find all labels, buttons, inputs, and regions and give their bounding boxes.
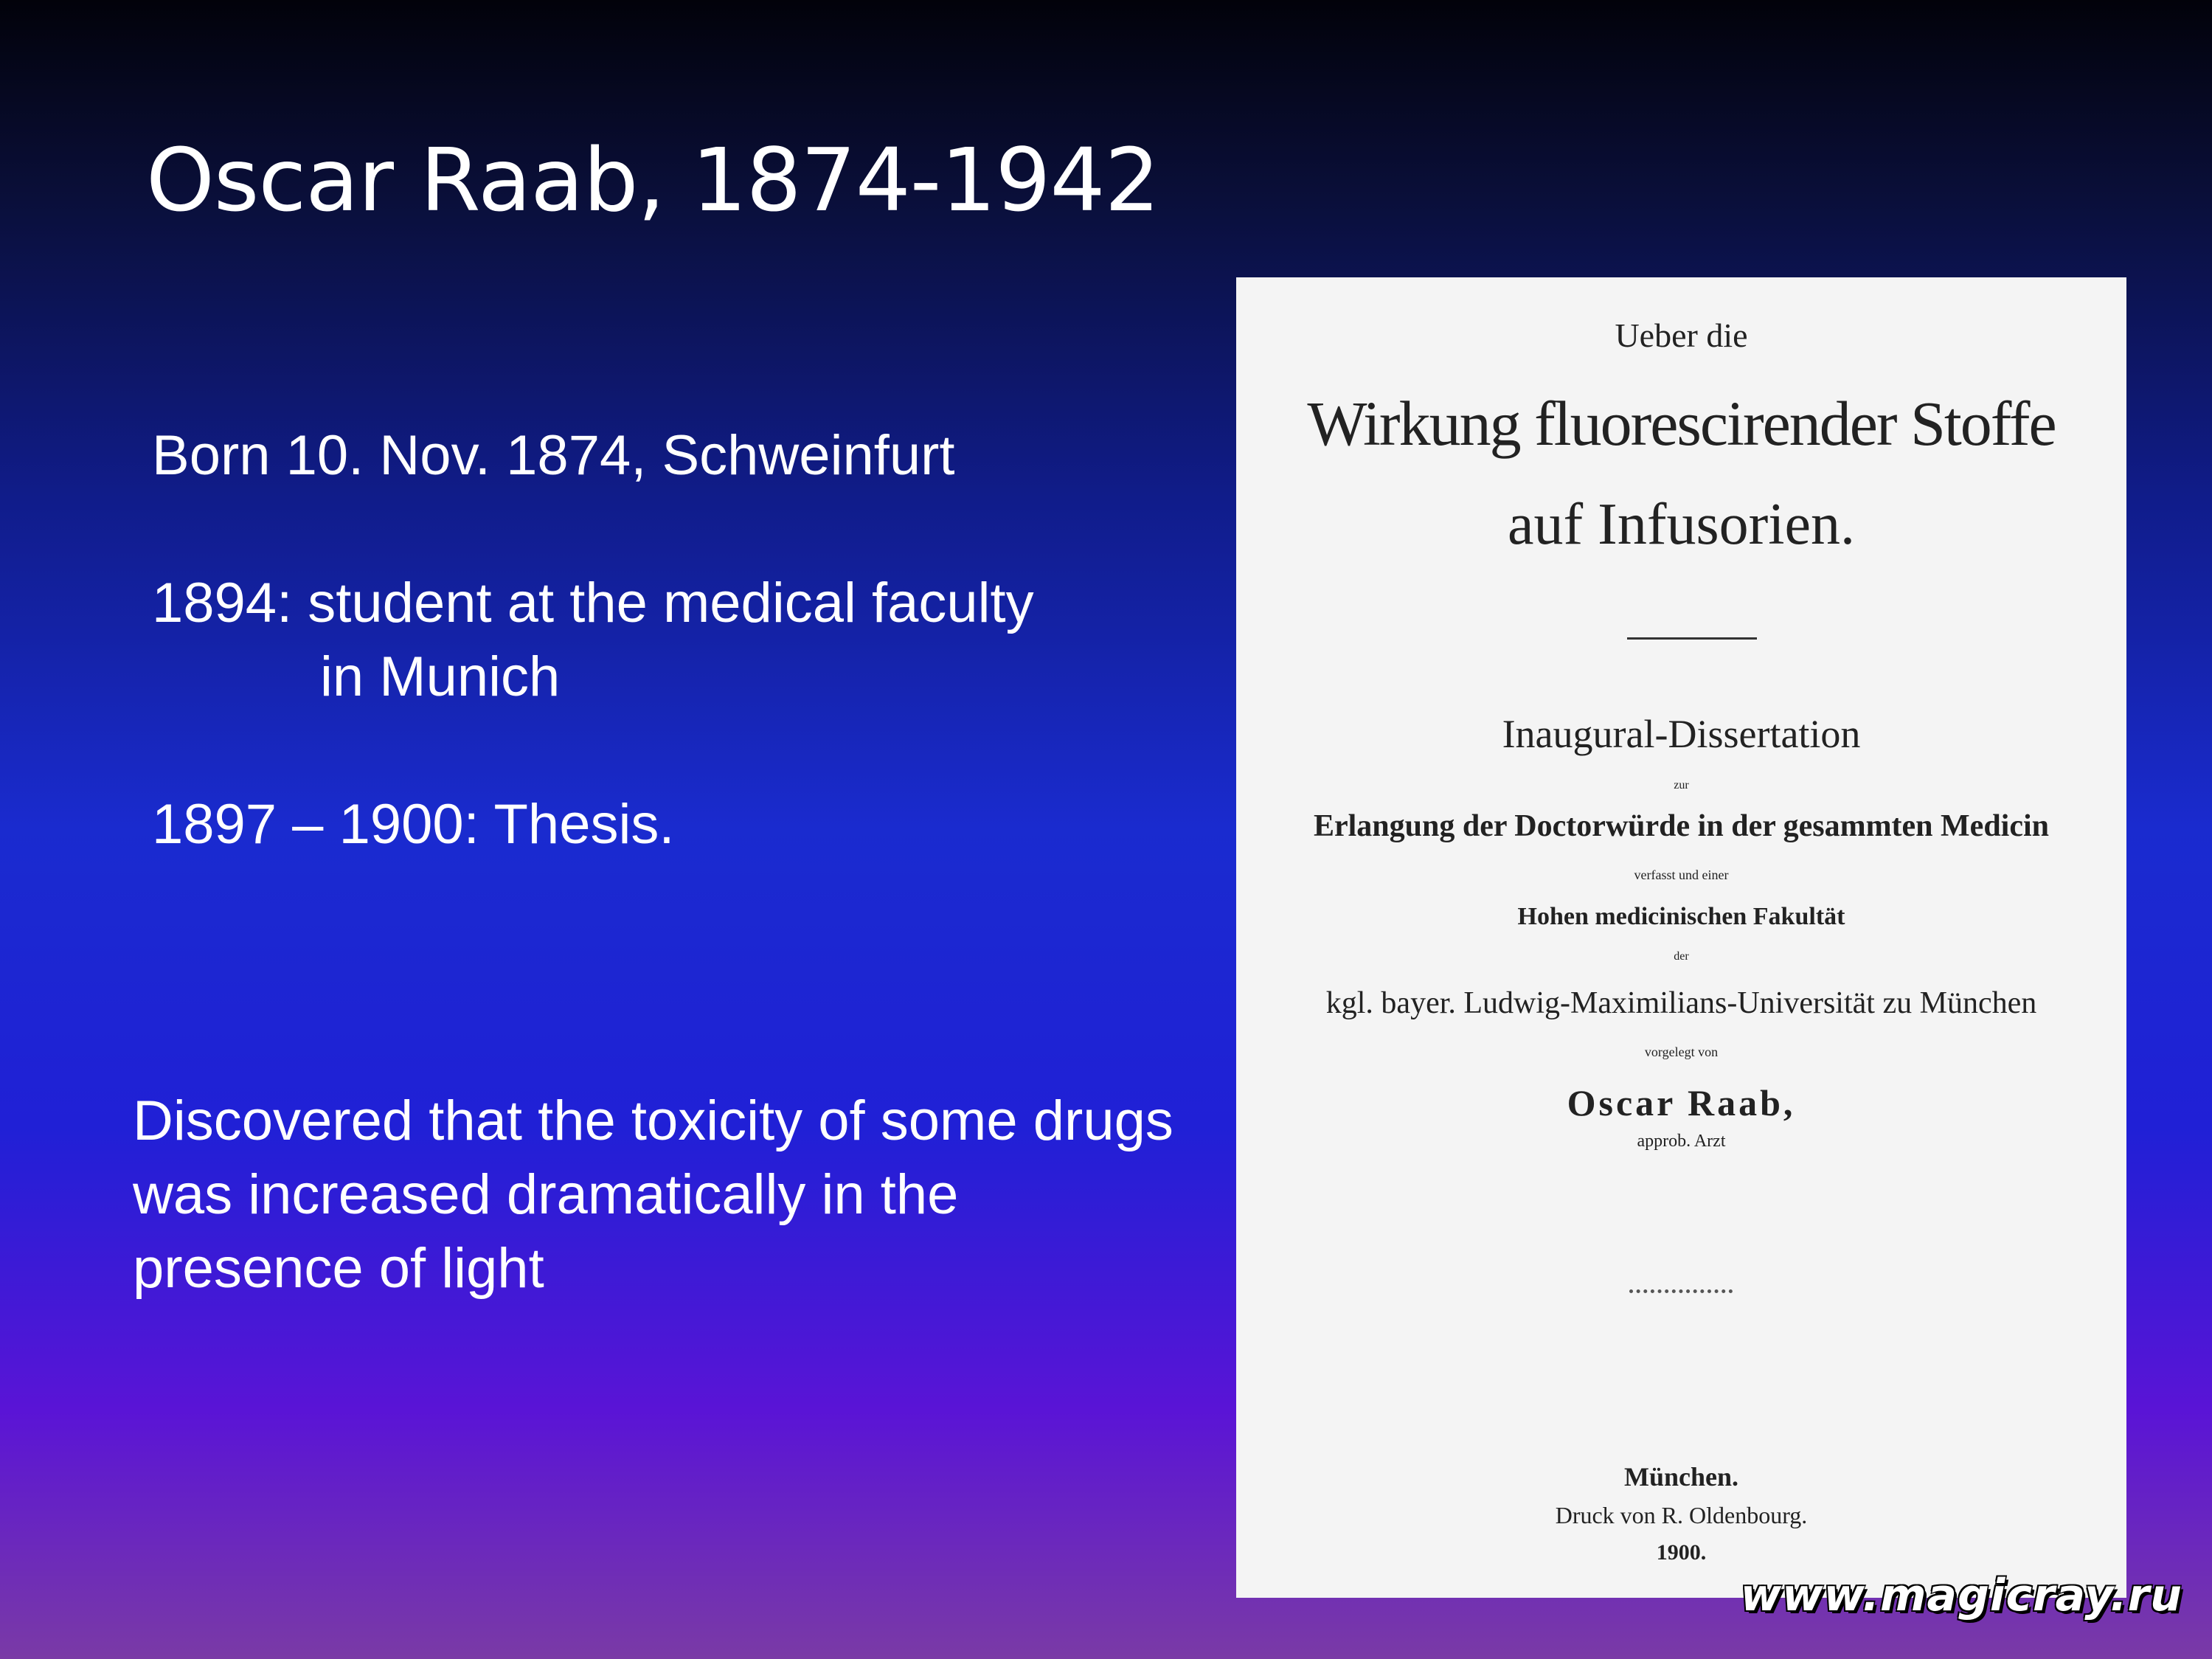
thesis-title-page-image — [1236, 277, 2126, 1598]
thesis-verfasst: verfasst und einer — [1634, 867, 1729, 882]
thesis-text: 1897 – 1900: Thesis. — [152, 793, 675, 856]
thesis-printer: Druck von R. Oldenbourg. — [1555, 1502, 1808, 1528]
thesis-ornament — [1629, 1289, 1733, 1293]
watermark-url: www.magicray.ru — [1740, 1570, 2182, 1621]
thesis-erlangung: Erlangung der Doctorwürde in der gesammten Medicin — [1313, 809, 2050, 843]
thesis-title-sub: auf Infusorien. — [1508, 492, 1855, 557]
thesis-zur: zur — [1674, 779, 1689, 792]
student-text: 1894: student at the medical faculty — [152, 572, 1034, 634]
thesis-year: 1900. — [1656, 1540, 1707, 1565]
slide-title: Oscar Raab, 1874-1942 — [146, 129, 1159, 231]
thesis-line-ueber: Ueber die — [1615, 316, 1748, 354]
thesis-dissertation: Inaugural-Dissertation — [1502, 712, 1861, 756]
born-text: Born 10. Nov. 1874, Schweinfurt — [152, 424, 955, 487]
thesis-divider — [1627, 637, 1757, 640]
thesis-fakultaet: Hohen medicinischen Fakultät — [1517, 903, 1845, 930]
thesis-universitaet: kgl. bayer. Ludwig-Maximilians-Universität zu München — [1325, 986, 2037, 1020]
thesis-place: München. — [1623, 1462, 1739, 1492]
thesis-der: der — [1674, 950, 1689, 963]
thesis-author: Oscar Raab, — [1567, 1082, 1796, 1123]
thesis-approb: approb. Arzt — [1637, 1132, 1726, 1151]
thesis-title-main: Wirkung fluorescirender Stoffe — [1307, 388, 2056, 459]
discovery-text: Discovered that the toxicity of some drugs was increased dramatically in the presence of light — [133, 1090, 1173, 1300]
thesis-vorgelegt: vorgelegt von — [1644, 1045, 1719, 1059]
student-text-continued: in Munich — [320, 645, 561, 708]
